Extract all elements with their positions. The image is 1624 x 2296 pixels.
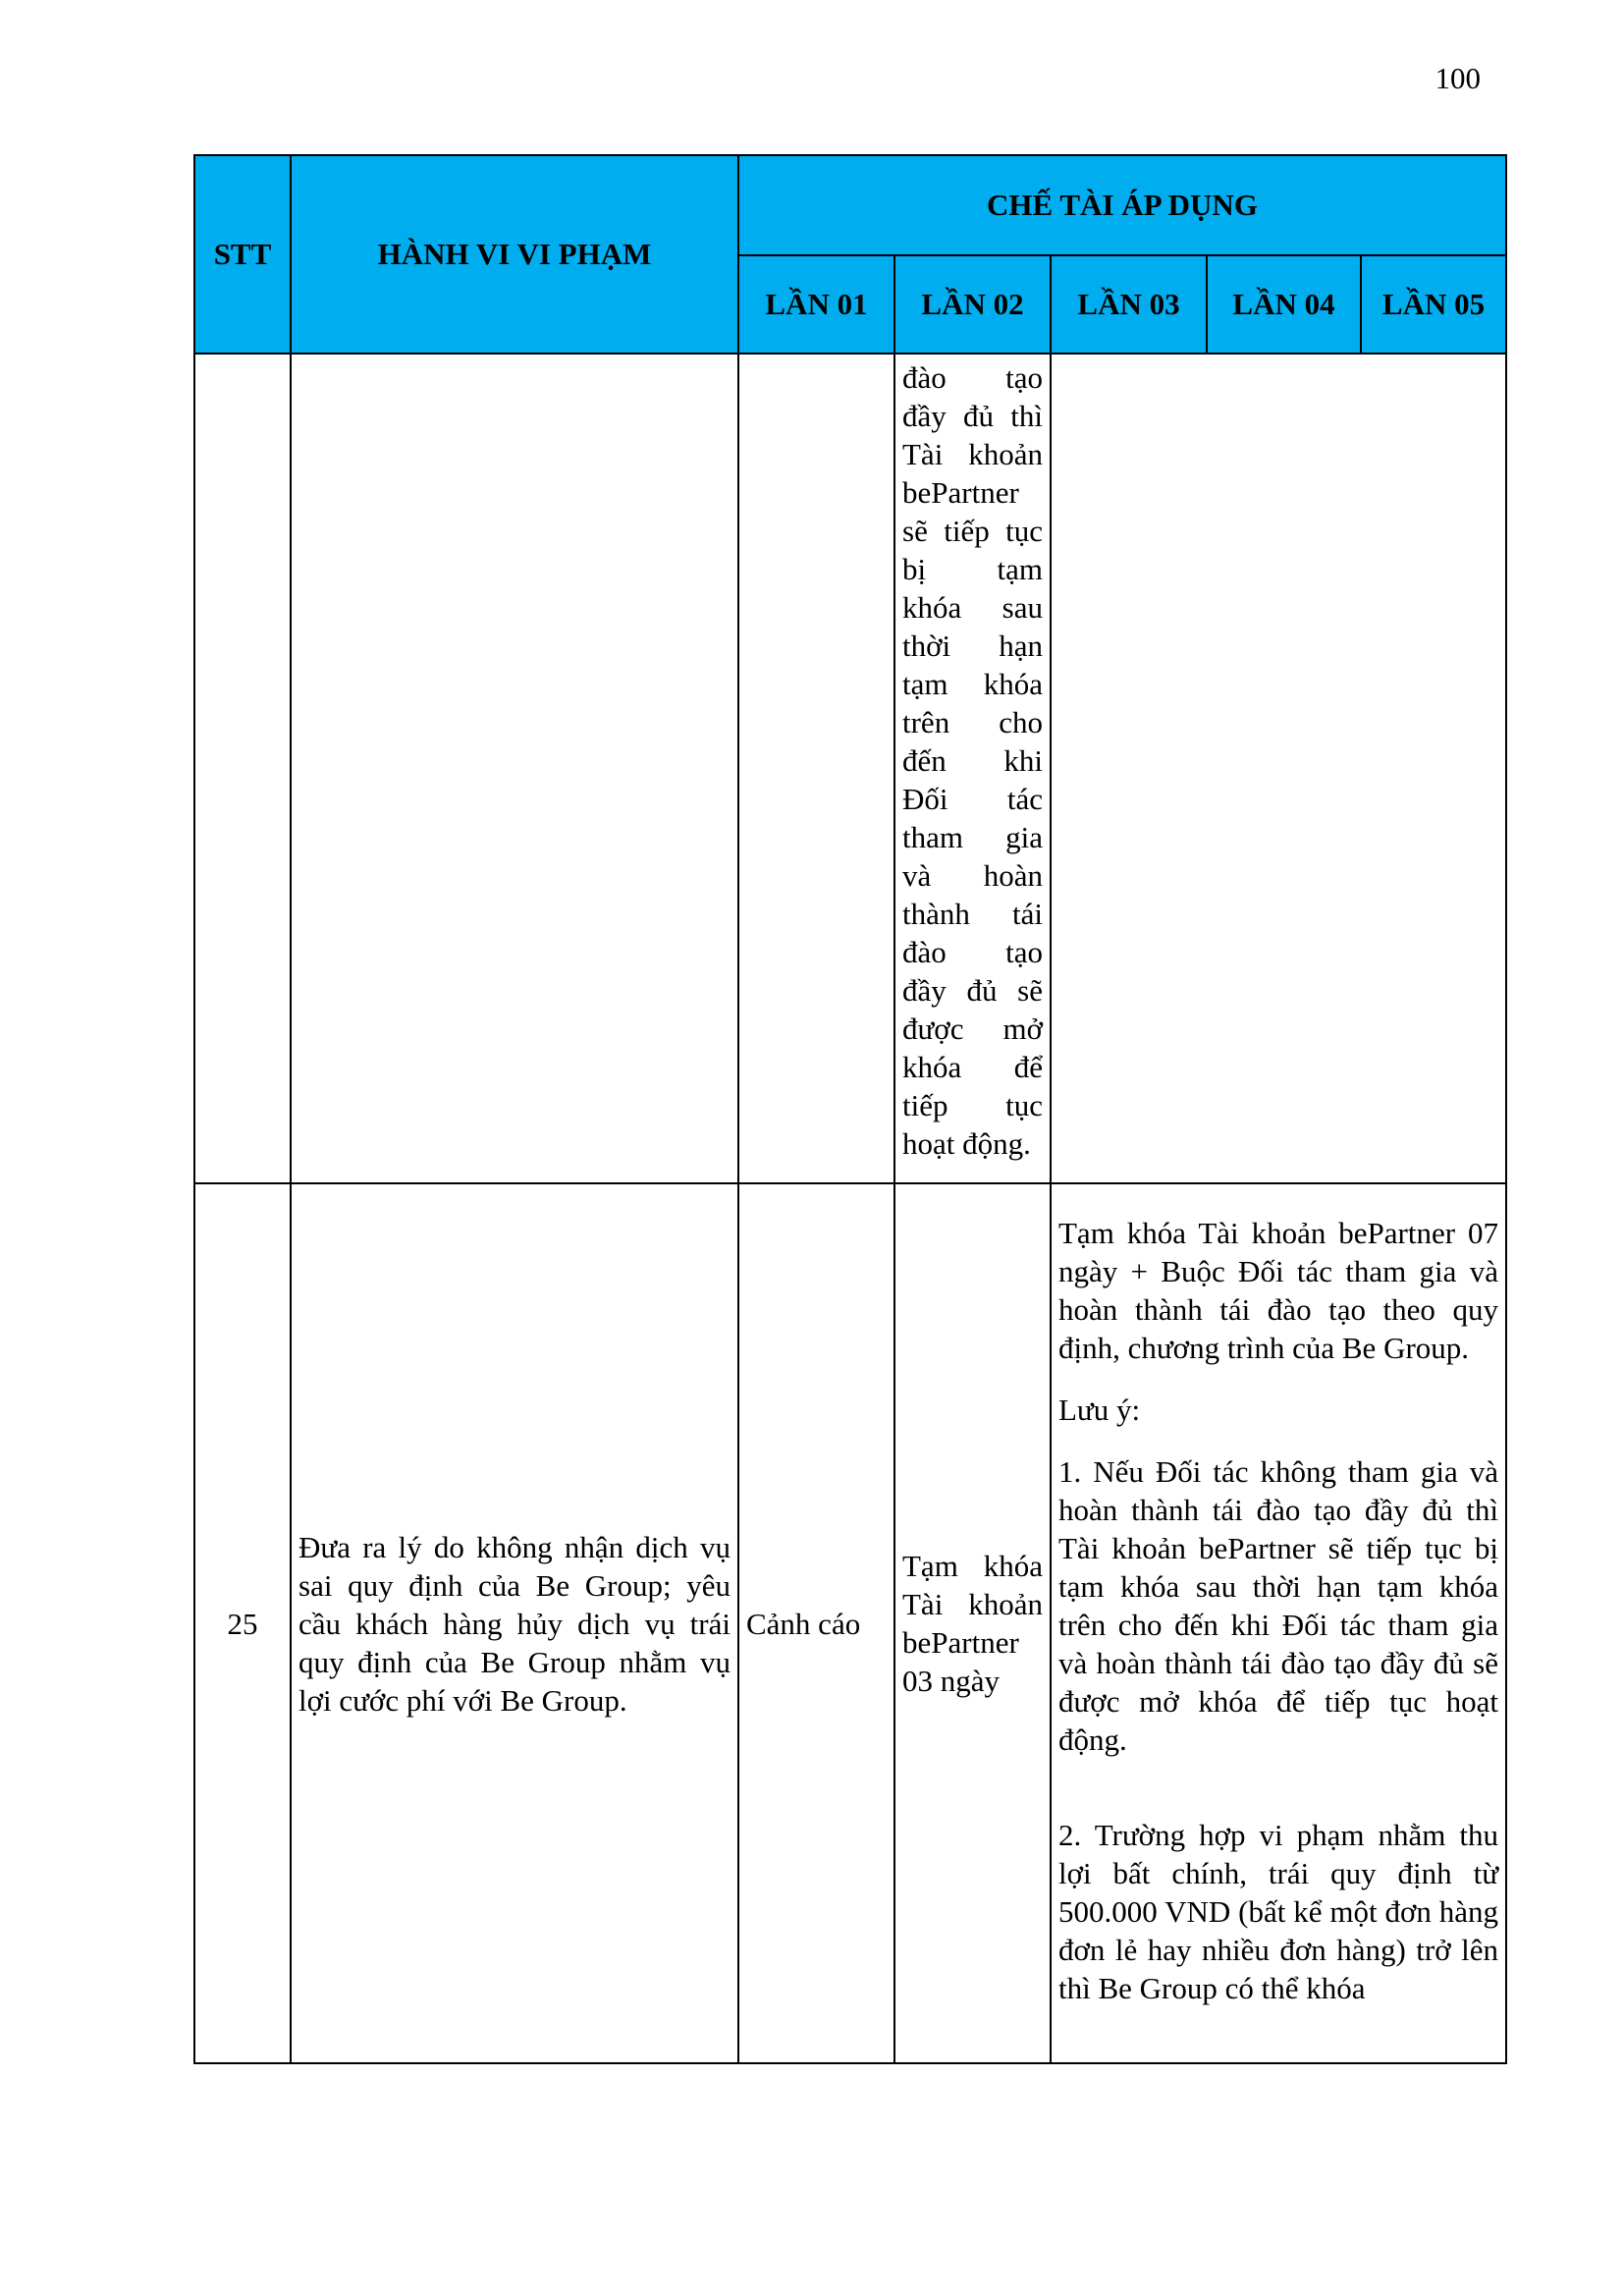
header-attempt-3: LẦN 03 xyxy=(1051,255,1207,354)
table-row-continuation xyxy=(194,354,1506,1183)
cont-line: đào tạo xyxy=(902,935,1043,969)
cont-violation-cell xyxy=(291,354,738,1183)
cont-lan01-cell xyxy=(738,354,894,1183)
header-attempt-4: LẦN 04 xyxy=(1207,255,1361,354)
cont-line: đến khi xyxy=(902,743,1043,778)
row25-lan01-cell xyxy=(738,1183,894,2063)
cont-line: bị tạm xyxy=(902,552,1043,586)
cont-line: Đối tác xyxy=(902,782,1043,816)
cont-line: tham gia xyxy=(902,820,1043,854)
cont-line: Tài khoản xyxy=(902,437,1043,471)
cont-line: thời hạn xyxy=(902,629,1043,663)
header-stt: STT xyxy=(194,155,291,354)
cont-line: đầy đủ thì xyxy=(902,399,1043,433)
row25-lan03-note-label: Lưu ý: xyxy=(1058,1393,1141,1427)
row25-violation: Đưa ra lý do không nhận dịch vụ sai quy định của Be Group; yêu cầu khách hàng hủy dịch vụ trái quy định của Be Group nhằm vụ lợi cước phí với Be Group. xyxy=(298,1529,731,1718)
cont-line: hoạt động. xyxy=(902,1126,1031,1161)
cont-line: tạm khóa xyxy=(902,667,1043,701)
sanctions-table xyxy=(193,154,1507,2064)
row25-lan03-cell xyxy=(1051,1183,1506,2063)
row25-lan03-note-2: 2. Trường hợp vi phạm nhằm thu lợi bất chính, trái quy định từ 500.000 VND (bất kể một đơn hàng đơn lẻ hay nhiều đơn hàng) trở lên thì Be Group có thể khóa xyxy=(1058,1818,1498,2005)
row25-lan03-para-1: Tạm khóa Tài khoản bePartner 07 ngày + Buộc Đối tác tham gia và hoàn thành tái đào tạo theo quy định, chương trình của Be Group. xyxy=(1058,1216,1498,1365)
cont-line: khóa để xyxy=(902,1050,1043,1084)
header-sanction-group: CHẾ TÀI ÁP DỤNG xyxy=(738,155,1506,255)
row25-stt: 25 xyxy=(194,1183,291,2063)
cont-lan03-05-cell xyxy=(1051,354,1506,1183)
cont-line: được mở xyxy=(902,1011,1043,1046)
cont-line: bePartner xyxy=(902,475,1019,510)
cont-line: và hoàn xyxy=(902,858,1043,893)
header-attempt-2: LẦN 02 xyxy=(894,255,1051,354)
row25-lan03-note-1: 1. Nếu Đối tác không tham gia và hoàn thành tái đào tạo đầy đủ thì Tài khoản bePartner sẽ tiếp tục bị tạm khóa sau thời hạn tạm khóa trên cho đến khi Đối tác tham gia và hoàn thành tái đào tạo đầy đủ sẽ được mở khóa để tiếp tục hoạt động. xyxy=(1058,1454,1498,1757)
row25-lan01: Cảnh cáo xyxy=(746,1606,861,1641)
cont-line: trên cho xyxy=(902,705,1043,739)
header-attempt-1: LẦN 01 xyxy=(738,255,894,354)
header-attempt-5: LẦN 05 xyxy=(1361,255,1506,354)
row25-violation-cell xyxy=(291,1183,738,2063)
cont-line: đào tạo xyxy=(902,360,1043,395)
header-violation: HÀNH VI VI PHẠM xyxy=(291,155,738,354)
cont-line: thành tái xyxy=(902,897,1043,931)
cont-lan02-cell xyxy=(894,354,1051,1183)
cont-line: tiếp tục xyxy=(902,1088,1043,1122)
row25-lan03-content xyxy=(1052,1184,1505,2011)
cont-stt-cell xyxy=(194,354,291,1183)
row25-lan02: Tạm khóa Tài khoản bePartner 03 ngày xyxy=(902,1549,1043,1698)
cont-line: khóa sau xyxy=(902,590,1043,625)
row25-lan02-cell xyxy=(894,1183,1051,2063)
cont-line: sẽ tiếp tục xyxy=(902,514,1043,548)
cont-lan02-text xyxy=(895,355,1050,1167)
page-number: 100 xyxy=(1435,61,1481,95)
cont-line: đầy đủ sẽ xyxy=(902,973,1043,1008)
table-row-25 xyxy=(194,1183,1506,2063)
